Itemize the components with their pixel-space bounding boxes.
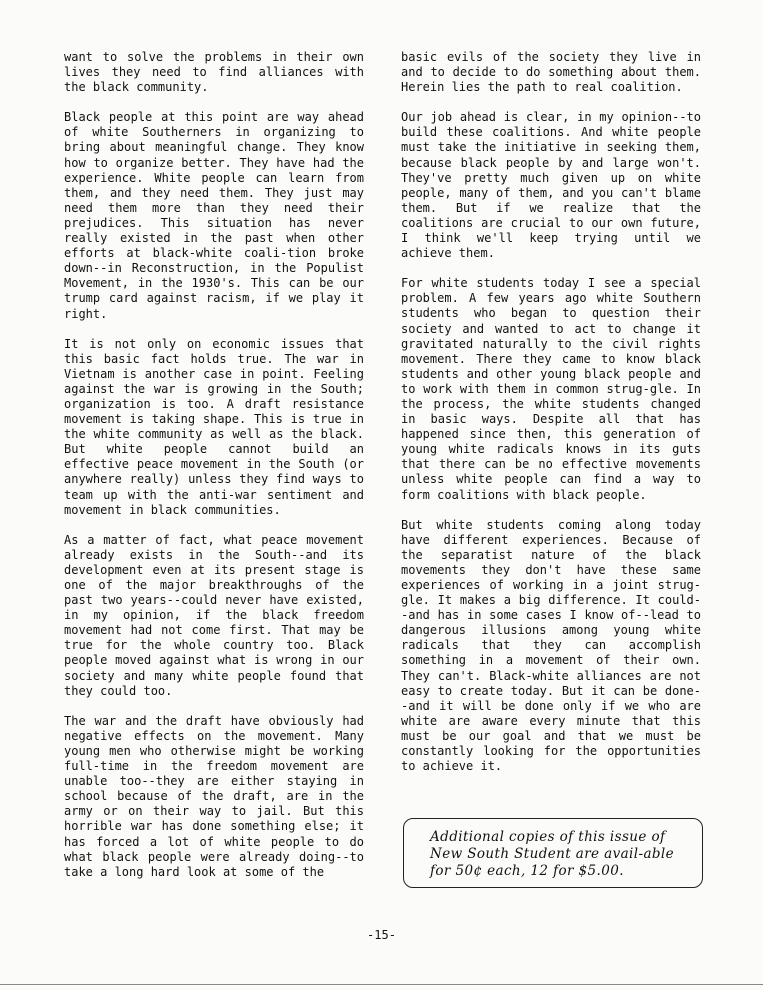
paragraph: But white students coming along today have different experiences. Because of the separatist nature of the black movements they don't have these same experiences of working in a joint strug-gle. It makes a big difference. It could--and has in some cases I know of--lead to dangerous illusions among young white radicals that they can accomplish something in a movement of their own. They can't. Black-white alliances are not easy to create today. But it can be done--and it will be done only if we who are white are aware every minute that this must be our goal and that we must be constantly looking for the opportunities to achieve it. bbox=[401, 517, 701, 774]
paragraph: It is not only on economic issues that this basic fact holds true. The war in Vietnam is another case in point. Feeling against the war is growing in the South; organization is too. A draft resistance movement is taking shape. This is true in the white community as well as the black. But white people cannot build an effective peace movement in the South (or anywhere really) unless they find ways to team up with the anti-war sentiment and movement in black communities. bbox=[64, 336, 364, 517]
left-column bbox=[64, 50, 364, 880]
paragraph: Black people at this point are way ahead of white Southerners in organizing to bring about meaningful change. They know how to organize better. They have had the experience. White people can learn from them, and they need them. They just may need them more than they need their prejudices. This situation has never really existed in the past when other efforts at black-white coali-tion broke down--in Reconstruction, in the Populist Movement, in the 1930's. This can be our trump card against racism, if we play it right. bbox=[64, 110, 364, 321]
page-number: -15- bbox=[367, 928, 396, 942]
paragraph: want to solve the problems in their own lives they need to find alliances with the black community. bbox=[64, 50, 364, 95]
copies-notice-text: Additional copies of this issue of New South Student are avail-able for 50¢ each, 12 for $5.00. bbox=[430, 829, 675, 879]
copies-notice-box bbox=[403, 818, 703, 888]
paragraph: As a matter of fact, what peace movement already exists in the South--and its development even at its present stage is one of the major breakthroughs of the past two years--could never have existed, in my opinion, if the black freedom movement had not come first. That may be true for the whole country too. Black people moved against what is wrong in our society and many white people found that they could too. bbox=[64, 532, 364, 698]
bottom-rule bbox=[0, 984, 763, 985]
paragraph: For white students today I see a special problem. A few years ago white Southern students who began to question their society and wanted to act to change it gravitated naturally to the civil rights movement. There they came to know black students and other young black people and to work with them in common strug-gle. In the process, the white students changed in basic ways. Despite all that has happened since then, this generation of young white radicals knows in its guts that there can be no effective movements unless white people can find a way to form coalitions with black people. bbox=[401, 276, 701, 502]
paragraph: The war and the draft have obviously had negative effects on the movement. Many young men who otherwise might be working full-time in the freedom movement are unable too--they are either staying in school because of the draft, are in the army or on their way to jail. But this horrible war has done something else; it has forced a lot of white people to do what black people were already doing--to take a long hard look at some of the bbox=[64, 713, 364, 879]
right-column bbox=[401, 50, 701, 774]
paragraph: basic evils of the society they live in and to decide to do something about them. Herein lies the path to real coalition. bbox=[401, 50, 701, 95]
paragraph: Our job ahead is clear, in my opinion--to build these coalitions. And white people must take the initiative in seeking them, because black people by and large won't. They've pretty much given up on white people, many of them, and you can't blame them. But if we realize that the coalitions are crucial to our own future, I think we'll keep trying until we achieve them. bbox=[401, 110, 701, 261]
